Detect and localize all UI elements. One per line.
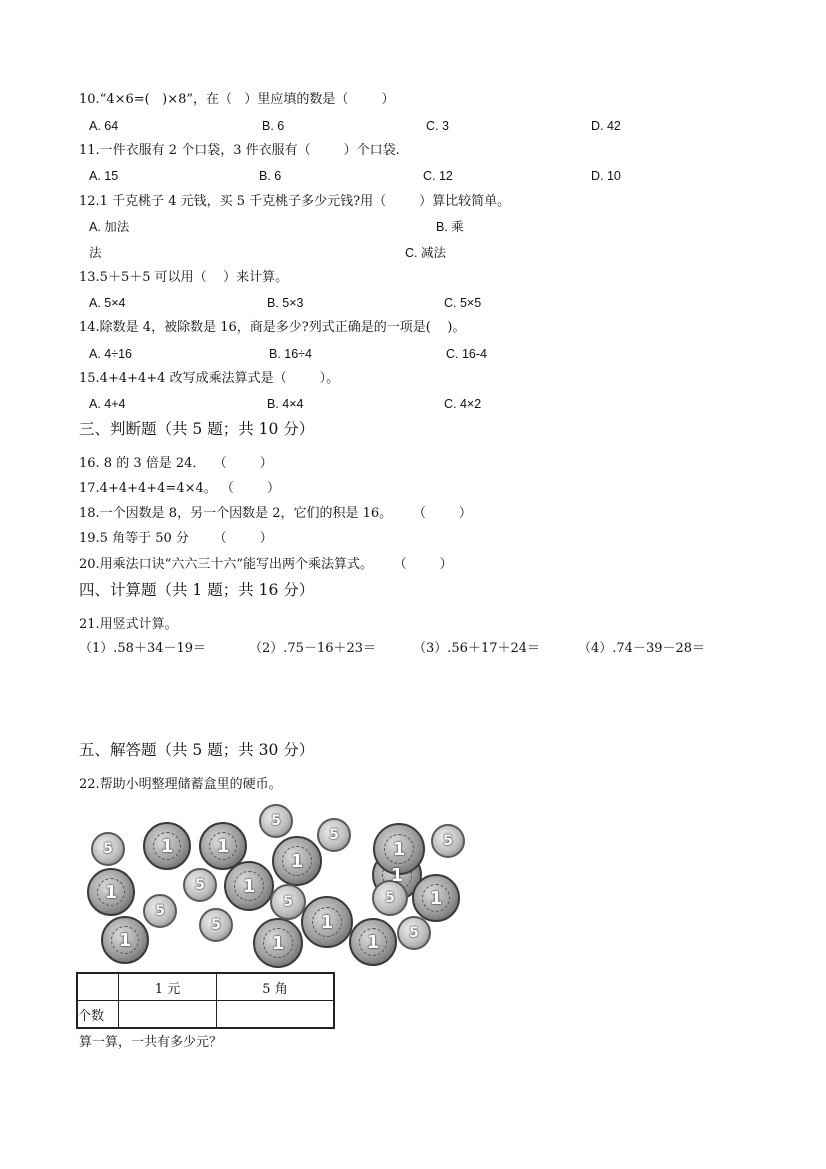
q10-option-c: C. 3 bbox=[426, 119, 449, 133]
q13-option-b: B. 5×3 bbox=[267, 296, 304, 310]
one-yuan-coin: 1 bbox=[101, 916, 149, 964]
five-jiao-coin: 5 bbox=[199, 908, 233, 942]
one-yuan-coin: 1 bbox=[87, 868, 135, 916]
q12-option-b: B. 乘 bbox=[436, 220, 464, 234]
section-4-title: 四、计算题（共 1 题；共 16 分） bbox=[79, 581, 315, 599]
q11-option-d: D. 10 bbox=[591, 169, 621, 183]
calc-part-4: （4）.74－39－28＝ bbox=[578, 641, 706, 656]
five-jiao-coin: 5 bbox=[397, 916, 431, 950]
calc-part-2: （2）.75－16＋23＝ bbox=[249, 641, 377, 656]
five-jiao-coin: 5 bbox=[270, 884, 306, 920]
one-yuan-coin: 1 bbox=[301, 896, 353, 948]
five-jiao-coin: 5 bbox=[259, 804, 293, 838]
q13-option-a: A. 5×4 bbox=[89, 296, 126, 310]
header-one-yuan: 1 元 bbox=[119, 973, 217, 1001]
five-jiao-coin: 5 bbox=[372, 880, 408, 916]
one-yuan-coin: 1 bbox=[253, 918, 303, 968]
q14-option-a: A. 4÷16 bbox=[89, 347, 132, 361]
q12-option-a: A. 加法 bbox=[89, 220, 130, 234]
one-yuan-coin: 1 bbox=[372, 850, 422, 900]
one-yuan-coin: 1 bbox=[349, 918, 397, 966]
one-yuan-coin: 1 bbox=[373, 823, 425, 875]
question-13: 13.5＋5＋5 可以用（ ）来计算。 bbox=[79, 270, 289, 285]
five-jiao-coin: 5 bbox=[317, 818, 351, 852]
five-jiao-coin: 5 bbox=[431, 824, 465, 858]
q15-option-b: B. 4×4 bbox=[267, 397, 304, 411]
calc-part-1: （1）.58＋34－19＝ bbox=[79, 641, 207, 656]
five-jiao-coin: 5 bbox=[91, 832, 125, 866]
q11-option-a: A. 15 bbox=[89, 169, 119, 183]
q14-option-b: B. 16÷4 bbox=[269, 347, 312, 361]
five-jiao-coin: 5 bbox=[183, 868, 217, 902]
table-header-row bbox=[77, 973, 334, 1001]
question-18: 18.一个因数是 8，另一个因数是 2，它们的积是 16。 （ ） bbox=[79, 506, 472, 521]
q10-option-a: A. 64 bbox=[89, 119, 119, 133]
question-11: 11.一件衣服有 2 个口袋，3 件衣服有（ ）个口袋. bbox=[79, 143, 400, 158]
question-14: 14.除数是 4，被除数是 16，商是多少?列式正确是的一项是( )。 bbox=[79, 320, 466, 335]
one-yuan-coin: 1 bbox=[272, 836, 322, 886]
q11-option-c: C. 12 bbox=[423, 169, 453, 183]
q15-option-c: C. 4×2 bbox=[444, 397, 482, 411]
calc-part-3: （3）.56＋17＋24＝ bbox=[413, 641, 541, 656]
question-12: 12.1 千克桃子 4 元钱，买 5 千克桃子多少元钱?用（ ）算比较简单。 bbox=[79, 194, 511, 209]
question-20: 20.用乘法口诀“六六三十六”能写出两个乘法算式。 （ ） bbox=[79, 557, 453, 572]
q10-option-b: B. 6 bbox=[262, 119, 285, 133]
q11-option-b: B. 6 bbox=[259, 169, 282, 183]
one-yuan-coin: 1 bbox=[199, 822, 247, 870]
table-row bbox=[77, 1001, 334, 1029]
q12-option-b-continued: 法 bbox=[89, 246, 102, 260]
one-yuan-coin: 1 bbox=[412, 874, 460, 922]
one-yuan-coin: 1 bbox=[224, 861, 274, 911]
q12-option-c: C. 减法 bbox=[405, 246, 446, 260]
header-five-jiao: 5 角 bbox=[217, 973, 335, 1001]
question-15: 15.4+4+4+4 改写成乘法算式是（ ）。 bbox=[79, 371, 340, 386]
five-jiao-count-cell[interactable] bbox=[217, 1001, 335, 1029]
question-21: 21.用竖式计算。 bbox=[79, 617, 178, 632]
question-16: 16. 8 的 3 倍是 24． （ ） bbox=[79, 456, 273, 471]
q10-option-d: D. 42 bbox=[591, 119, 621, 133]
row-label-count: 个数 bbox=[77, 1001, 119, 1029]
one-yuan-count-cell[interactable] bbox=[119, 1001, 217, 1029]
section-5-title: 五、解答题（共 5 题；共 30 分） bbox=[79, 741, 315, 759]
question-10: 10.“4×6=( )×8”，在（ ）里应填的数是（ ） bbox=[79, 92, 395, 107]
question-19: 19.5 角等于 50 分 （ ） bbox=[79, 531, 273, 546]
q13-option-c: C. 5×5 bbox=[444, 296, 482, 310]
question-17: 17.4+4+4+4=4×4。 （ ） bbox=[79, 481, 280, 496]
q14-option-c: C. 16-4 bbox=[446, 347, 487, 361]
question-22-follow-up: 算一算，一共有多少元？ bbox=[79, 1035, 223, 1050]
section-3-title: 三、判断题（共 5 题；共 10 分） bbox=[79, 420, 315, 438]
five-jiao-coin: 5 bbox=[143, 894, 177, 928]
q15-option-a: A. 4+4 bbox=[89, 397, 126, 411]
one-yuan-coin: 1 bbox=[143, 822, 191, 870]
coin-picture bbox=[79, 798, 467, 968]
coin-count-table bbox=[76, 972, 335, 1029]
table-corner-cell bbox=[77, 973, 119, 1001]
question-22: 22.帮助小明整理储蓄盒里的硬币。 bbox=[79, 777, 282, 792]
